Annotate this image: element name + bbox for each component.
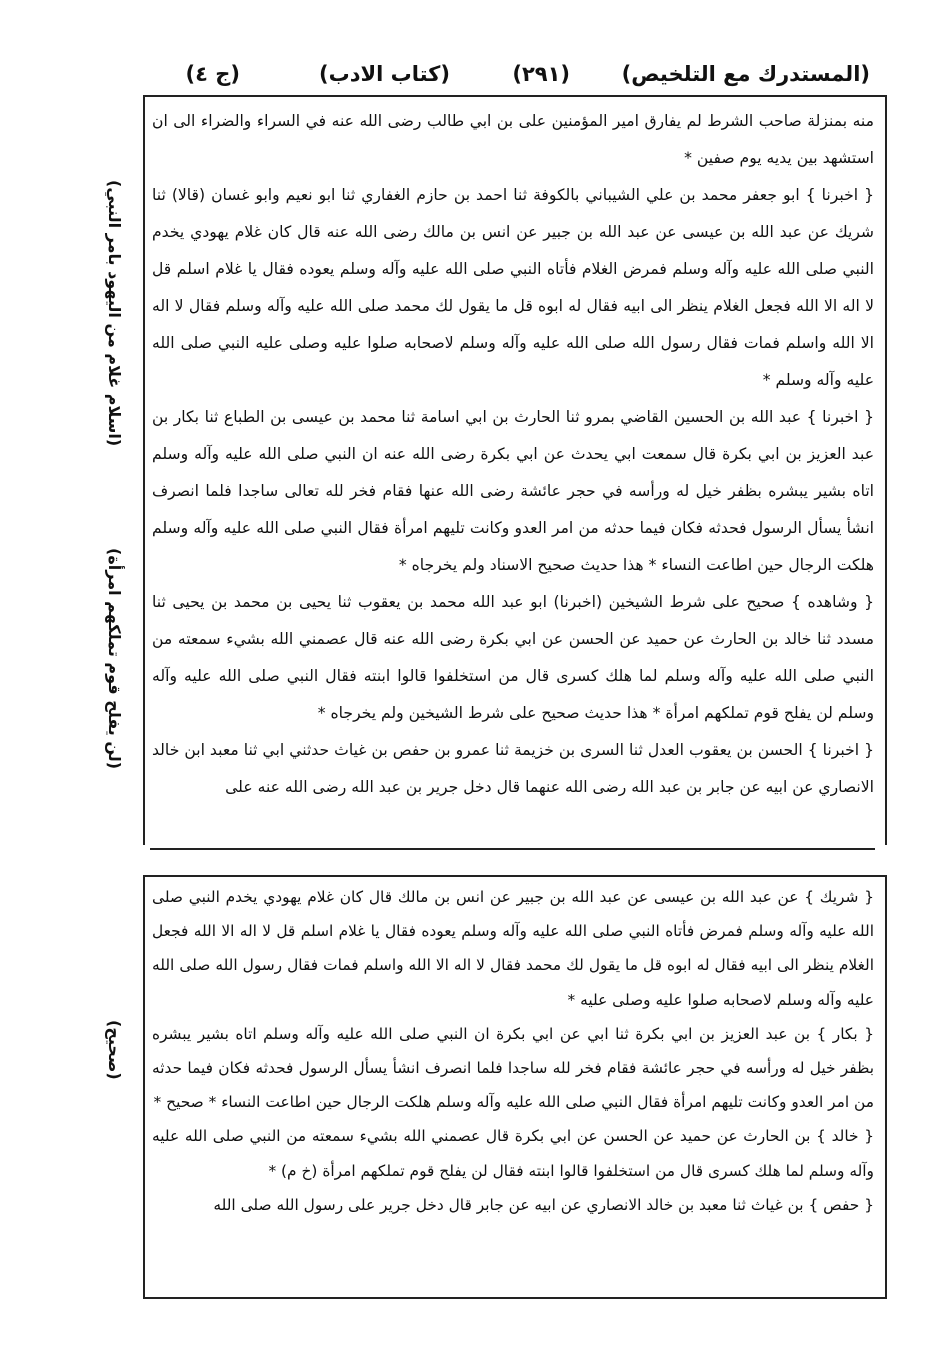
divider [150,848,875,850]
margin-note: (اسلام غلام من اليهود بامر النبي) [105,180,124,447]
paragraph: { اخبرنا } عبد الله بن الحسين القاضي بمرو ثنا الحارث بن ابي اسامة ثنا محمد بن عيسى بن الطباع ثنا بكار بن عبد العزيز بن ابي بكرة قال سمعت ابي يحدث عن ابي بكرة رضى الله عنه ان النبي صلى الله عليه وآله وسلم اتاه بشير يبشره بظفر خيل له ورأسه في حجر عائشة رضى الله عنها فقام فخر لله تعالى ساجدا فلما انصرف انشأ يسأل الرسول فحدثه فكان فيما حدثه من امر العدو وكانت تليهم امرأة فقال النبي صلى الله عليه وآله وسلم هلكت الرجال حين اطاعت النساء * هذا حديث صحيح الاسناد ولم يخرجاه * [152,408,874,574]
paragraph: منه بمنزلة صاحب الشرط لم يفارق امير المؤمنين على بن ابي طالب رضى الله عنه في السراء والضراء الى ان استشهد بين يديه يوم صفين * [152,112,874,167]
summary-text [152,880,874,1222]
paragraph: { شريك } عن عبد الله بن عيسى عن عبد الله بن جبير عن انس بن مالك قال كان غلام يهودي يخدم النبي صلى الله عليه وآله وسلم فمرض فأتاه النبي صلى الله عليه وآله وسلم يعوده فقال يا غلام اسلم قل لا اله الا الله فجعل الغلام ينظر الى ابيه فقال له ابوه قل ما يقول لك محمد فقال لا اله الا الله واسلم فمات فقال رسول الله صلى الله عليه وآله وسلم لاصحابه صلوا عليه وصلى عليه * [152,888,874,1009]
paragraph: { حفص } بن غياث ثنا معبد بن خالد الانصاري عن ابيه عن جابر قال دخل جرير على رسول الله صلى الله [213,1195,874,1214]
margin-note: (لن يفلح قوم تملكهم امرأة) [105,548,124,770]
paragraph: { وشاهده } صحيح على شرط الشيخين (اخبرنا) ابو عبد الله محمد بن يعقوب ثنا يحيى بن محمد بن يحيى ثنا مسدد ثنا خالد بن الحارث عن حميد عن الحسن عن ابي بكرة رضى الله عنه قال عصمني الله بشيء سمعته من النبي صلى الله عليه وآله وسلم لما هلك كسرى قال من استخلفوا قالوا ابنته فقال النبي صلى الله عليه وآله وسلم لن يفلح قوم تملكهم امرأة * هذا حديث صحيح على شرط الشيخين ولم يخرجاه * [152,593,874,722]
paragraph: { اخبرنا } ابو جعفر محمد بن علي الشيباني بالكوفة ثنا احمد بن حازم الغفاري ثنا ابو نعيم وابو غسان (قالا) ثنا شريك عن عبد الله بن عيسى عن عبد الله بن جبير عن انس بن مالك رضى الله عنه قال كان غلام يهودي يخدم النبي صلى الله عليه وآله وسلم فمرض الغلام فأتاه النبي صلى الله عليه وآله وسلم يعوده فقال يا غلام اسلم قل لا اله الا الله فجعل الغلام ينظر الى ابيه فقال له ابوه قل ما يقول لك محمد صلى الله عليه وآله وسلم فقال لا اله الا الله واسلم فمات فقال رسول الله صلى الله عليه وآله وسلم لاصحابه صلوا عليه وصلى عليه النبي صلى الله عليه وآله وسلم * [152,186,874,389]
paragraph: { بكار } بن عبد العزيز بن ابي بكرة ثنا ابي عن ابي بكرة ان النبي صلى الله عليه وآله وسلم اتاه بشير يبشره بظفر خيل له ورأسه في حجر عائشة فقام فخر لله ساجدا فلما انصرف انشأ يسأل الرسول فحدثه فكان فيما حدثه من امر العدو وكانت تليهم امرأة فقال النبي صلى الله عليه وآله وسلم هلكت الرجال حين اطاعت النساء * صحيح * [152,1024,874,1112]
paragraph: { اخبرنا } الحسن بن يعقوب العدل ثنا السرى بن خزيمة ثنا عمرو بن حفص بن غياث حدثني ابي ثنا معبد ابن خالد الانصاري عن ابيه عن جابر بن عبد الله رضى الله عنهما قال دخل جرير بن عبد الله رضى الله عنه على [152,741,874,796]
volume-label: (ج ٤) [185,62,240,86]
book-title: (كتاب الادب) [319,62,450,86]
header-title: (المستدرك مع التلخيص) [621,62,870,86]
margin-note: (صحيح) [105,1020,124,1080]
paragraph: { خالد } بن الحارث عن حميد عن الحسن عن ابي بكرة قال عصمني الله بشيء سمعته من النبي صلى الله عليه وآله وسلم لما هلك كسرى قال من استخلفوا قالوا ابنته فقال لن يفلح قوم تملكهم امرأة (خ م) * [152,1127,874,1180]
main-text [152,103,874,806]
page-header [150,58,870,94]
page-number: (٢٩١) [512,62,570,86]
